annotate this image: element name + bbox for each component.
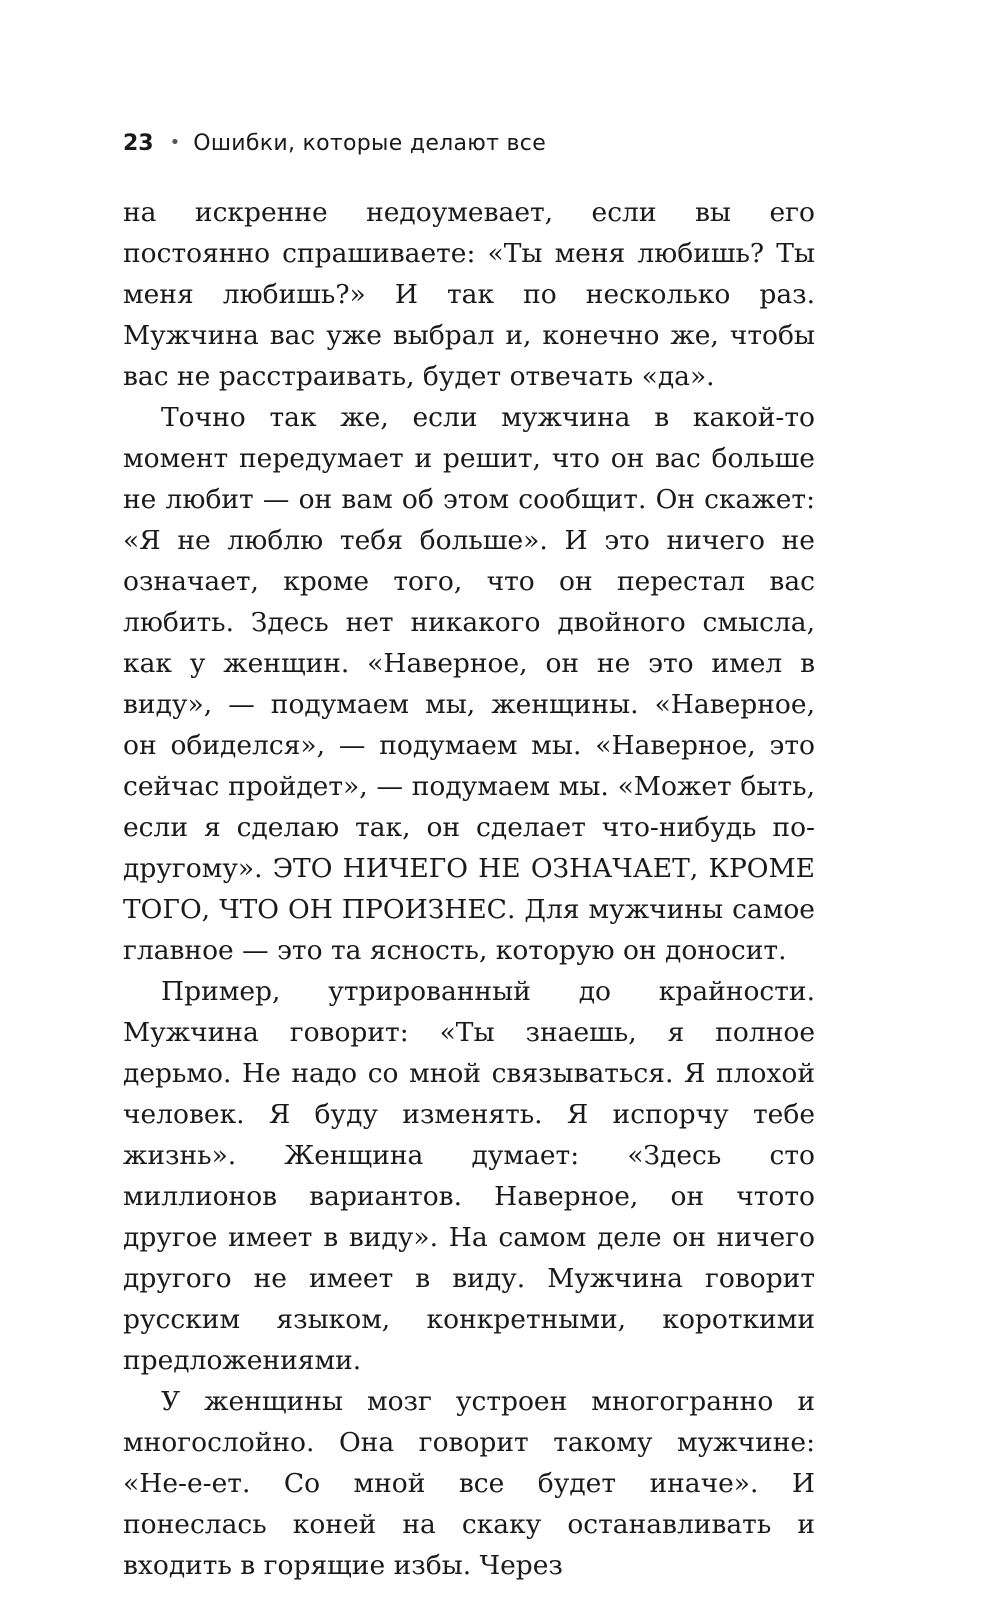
- paragraph-2: Точно так же, если мужчина в какой-то момент передумает и решит, что он вас больше не любит — он вам об этом сообщит. Он скажет: «Я не люблю тебя больше». И это ничего не означает, кроме того, что он перестал вас любить. Здесь нет никакого двойного смысла, как у женщин. «Наверное, он не это имел в виду», — подумаем мы, женщины. «Наверное, он обиделся», — подумаем мы. «Наверное, это сейчас пройдет», — подумаем мы. «Может быть, если я сделаю так, он сделает что-нибудь по-другому». ЭТО НИЧЕГО НЕ ОЗНАЧАЕТ, КРОМЕ ТОГО, ЧТО ОН ПРОИЗНЕС. Для мужчины самое главное — это та ясность, которую он доносит.: [123, 402, 815, 966]
- bullet-separator: •: [169, 132, 181, 153]
- paragraph-3: Пример, утрированный до крайности. Мужчина говорит: «Ты знаешь, я полное дерьмо. Не надо со мной связываться. Я плохой человек. Я буду изменять. Я испорчу тебе жизнь». Женщина думает: «Здесь сто миллионов вариантов. Наверное, он чтото другое имеет в виду». На самом деле он ничего другого не имеет в виду. Мужчина говорит русским языком, конкретными, короткими предложениями.: [123, 976, 815, 1376]
- paragraph-1: на искренне недоумевает, если вы его постоянно спрашиваете: «Ты меня любишь? Ты меня любишь?» И так по несколько раз. Мужчина вас уже выбрал и, конечно же, чтобы вас не расстраивать, будет отвечать «да».: [123, 197, 815, 392]
- body-text: [123, 192, 815, 1586]
- chapter-title: Ошибки, которые делают все: [193, 131, 547, 156]
- paragraph-4: У женщины мозг устроен многогранно и многослойно. Она говорит такому мужчине: «Не-е-ет. Со мной все будет иначе». И понеслась коней на скаку останавливать и входить в горящие избы. Через: [123, 1386, 815, 1581]
- running-head: [123, 128, 546, 159]
- page-number: 23: [123, 131, 154, 156]
